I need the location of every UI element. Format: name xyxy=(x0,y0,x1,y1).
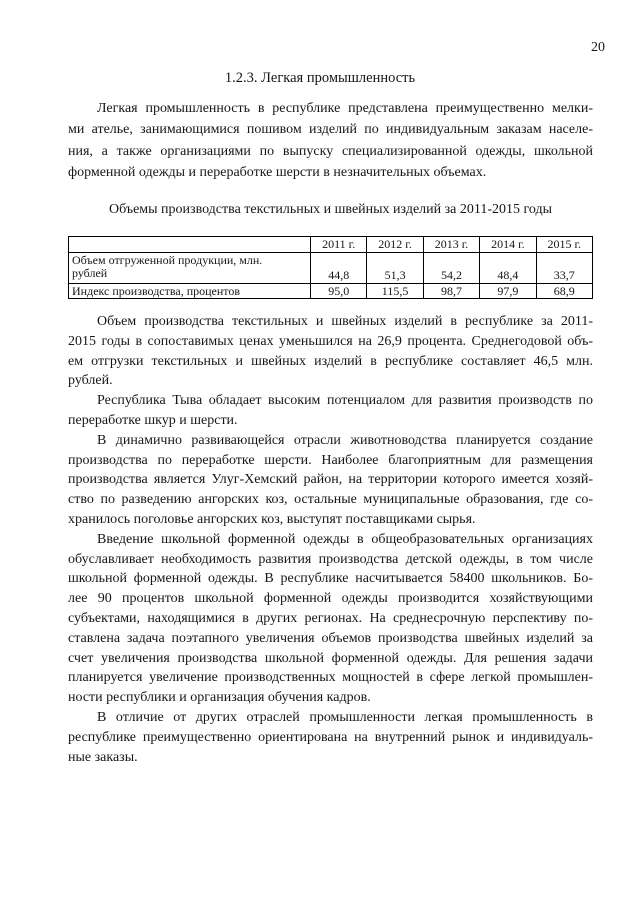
table-row-label-line: Индекс производства, процентов xyxy=(72,283,241,298)
paragraph xyxy=(68,708,593,767)
paragraph-line: Легкая промышленность в республике представлена преимущественно мелки- xyxy=(97,101,593,116)
intro-text xyxy=(68,98,593,183)
paragraph-line: В отличие от других отраслей промышленности легкая промышленность в xyxy=(97,709,593,725)
paragraph-line: ми ателье, занимающимися пошивом изделий по индивидуальным заказам населе- xyxy=(68,122,593,138)
paragraph-line: субъектами, находящимися в других регионах. На среднесрочную перспективу по- xyxy=(68,610,593,626)
table-header-empty-cell xyxy=(69,237,311,253)
paragraph-line: 2015 годы в сопоставимых ценах уменьшился на 26,9 процента. Среднегодовой объ- xyxy=(68,333,593,349)
paragraph-line: В динамично развивающейся отрасли животноводства планируется создание xyxy=(97,432,593,448)
page-number: 20 xyxy=(591,40,605,55)
paragraph-line: Введение школьной форменной одежды в общеобразовательных организациях xyxy=(97,531,593,547)
paragraph-line: ные заказы. xyxy=(68,749,138,765)
table-header-year: 2011 г. xyxy=(311,237,367,253)
paragraph-line: ем отгрузки текстильных и швейных изделий в республике составляет 46,5 млн. xyxy=(68,353,593,369)
table-row xyxy=(69,253,593,284)
table-cell-value: 95,0 xyxy=(311,284,367,299)
paragraph-line: переработке шкур и шерсти. xyxy=(68,412,238,428)
paragraph-line: обуславливает необходимость развития производства детской одежды, в том числе xyxy=(68,551,593,567)
table-cell-value: 44,8 xyxy=(311,253,367,284)
paragraph-line: форменной одежды и переработке шерсти в незначительных объемах. xyxy=(68,164,487,180)
table-container xyxy=(68,236,593,299)
paragraph xyxy=(68,530,593,708)
table-header-year: 2014 г. xyxy=(480,237,536,253)
table-row-label-line: Объем отгруженной продукции, млн. xyxy=(72,253,263,267)
table-cell-value: 98,7 xyxy=(423,284,479,299)
table-cell-value: 54,2 xyxy=(423,253,479,284)
table-cell-value: 48,4 xyxy=(480,253,536,284)
paragraph-line: рублей. xyxy=(68,373,113,389)
table-cell-value: 115,5 xyxy=(367,284,423,299)
paragraph-line: планируется увеличение производственных мощностей в сфере легкой промышлен- xyxy=(68,670,593,686)
table-cell-value: 68,9 xyxy=(536,284,592,299)
table-row-label xyxy=(69,284,311,299)
paragraph-line: производства является Улуг-Хемский район, на территории которого имеется хозяй- xyxy=(68,472,593,488)
table-header-year: 2015 г. xyxy=(536,237,592,253)
table-cell-value: 33,7 xyxy=(536,253,592,284)
table-header-row xyxy=(69,237,593,253)
paragraph-line: ставлена задача поэтапного увеличения объемов производства швейных изделий за xyxy=(68,630,593,646)
paragraph xyxy=(68,312,593,391)
paragraph xyxy=(68,98,593,183)
production-table xyxy=(68,236,593,299)
body-text xyxy=(68,312,593,767)
table-caption: Объемы производства текстильных и швейных изделий за 2011-2015 годы xyxy=(108,202,553,217)
table-row-label xyxy=(69,253,311,284)
section-heading: 1.2.3. Легкая промышленность xyxy=(224,70,416,86)
table-row xyxy=(69,284,593,299)
paragraph-line: производства по переработке шерсти. Наиболее благоприятным для размещения xyxy=(68,452,593,468)
paragraph-line: Объем производства текстильных и швейных изделий в республике за 2011- xyxy=(97,314,593,329)
table-header-year: 2012 г. xyxy=(367,237,423,253)
paragraph-line: школьной форменной одежды. В республике насчитывается 58400 школьников. Бо- xyxy=(68,571,593,587)
table-header-year: 2013 г. xyxy=(423,237,479,253)
paragraph xyxy=(68,391,593,431)
table-row-label-line: рублей xyxy=(72,266,108,280)
paragraph-line: счет увеличения производства школьной форменной одежды. Для решения задачи xyxy=(68,650,593,666)
paragraph xyxy=(68,431,593,530)
paragraph-line: ство по разведению ангорских коз, остальные муниципальные образования, где со- xyxy=(68,492,593,508)
table-cell-value: 51,3 xyxy=(367,253,423,284)
paragraph-line: ности республики и организация обучения кадров. xyxy=(68,690,371,706)
paragraph-line: Республика Тыва обладает высоким потенциалом для развития производств по xyxy=(97,393,593,409)
paragraph-line: лее 90 процентов школьной форменной одежды производится хозяйствующими xyxy=(68,591,593,607)
table-cell-value: 97,9 xyxy=(480,284,536,299)
paragraph-line: ния, а также организациями по выпуску специализированной одежды, школьной xyxy=(68,143,593,159)
paragraph-line: республике преимущественно ориентирована на внутренний рынок и индивидуаль- xyxy=(68,729,593,745)
paragraph-line: хранилось поголовье ангорских коз, выступят поставщиками сырья. xyxy=(68,511,476,527)
